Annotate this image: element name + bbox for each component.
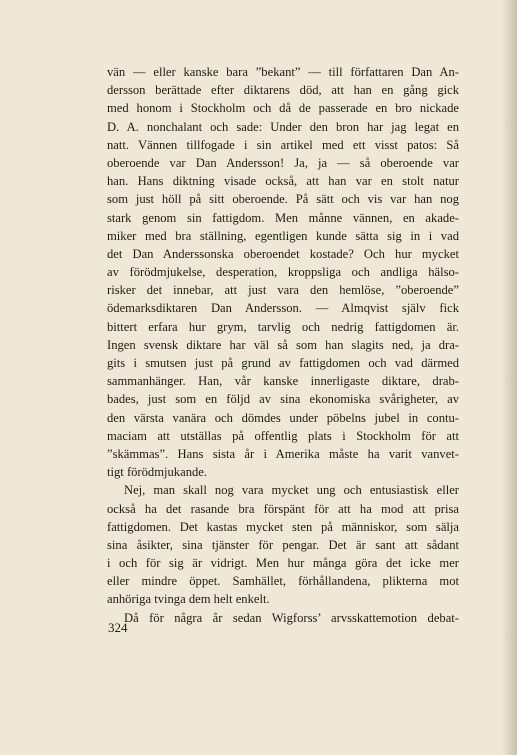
text-line: också ha det rasande bra förspänt för att ha mod att prisa — [107, 501, 459, 516]
text-line: Ingen svensk diktare har väl så som han slagits ned, ja dra- — [107, 337, 459, 352]
text-line: det Dan Anderssonska oberoendet kostade? Och hur mycket — [107, 246, 459, 261]
text-line-paragraph-end: tigt förödmjukande. — [107, 465, 208, 480]
text-line: vän — eller kanske bara ”bekant” — till författaren Dan An- — [107, 65, 459, 79]
text-line: av förödmjukelse, desperation, kroppsliga och andliga hälso- — [107, 265, 459, 280]
text-line: bittert erfara hur grym, tarvlig och nedrig fattigdomen är. — [107, 319, 459, 334]
text-line: ”skämmas”. Hans sista år i Amerika måste ha varit vanvet- — [107, 446, 459, 461]
text-line: gits i smutsen just på grund av fattigdomen och vad därmed — [107, 356, 459, 370]
text-line-paragraph-start: Nej, man skall nog vara mycket ung och entusiastisk eller — [124, 483, 459, 498]
page-number: 324 — [108, 620, 128, 635]
text-line: sammanhänger. Han, vår kanske innerligaste diktare, drab- — [107, 374, 459, 389]
text-line: bades, just som en följd av sina ekonomiska svårigheter, av — [107, 392, 459, 407]
text-line: den värsta vanära och dömdes under pöbelns jubel in contu- — [107, 410, 459, 425]
body-text — [107, 63, 459, 627]
text-line: eller mindre öppet. Samhället, förhållandena, plikterna mot — [107, 574, 459, 589]
text-line-paragraph-end: anhöriga tvinga dem helt enkelt. — [107, 592, 270, 607]
text-line: stark genom sin fattigdom. Men månne vännen, en akade- — [107, 210, 459, 225]
text-line: ödemarksdiktaren Dan Andersson. — Almqvist själv fick — [107, 301, 459, 316]
text-line: maciam att utställas på offentlig plats i Stockholm för att — [107, 428, 459, 443]
text-line: natt. Vännen tillfogade i sin artikel med ett visst patos: Så — [107, 137, 459, 152]
text-line: D. A. nonchalant och sade: Under den bron har jag legat en — [107, 119, 459, 134]
text-line: som just höll på sitt oberoende. På sätt och vis var han nog — [107, 192, 459, 207]
text-line: sina åsikter, sina tjänster för pengar. Det är sant att sådant — [107, 537, 459, 552]
text-line: oberoende var Dan Andersson! Ja, ja — så oberoende var — [107, 155, 459, 170]
text-line-paragraph-start: Då för några år sedan Wigforss’ arvsskattemotion debat- — [124, 610, 459, 625]
text-line: med honom i Stockholm och då de passerade en bro nickade — [107, 101, 459, 116]
text-line: risker det innebar, att just vara den hemlöse, ”oberoende” — [107, 283, 459, 298]
text-line: i och för sig är vidrigt. Men hur många göra det icke mer — [107, 556, 459, 571]
text-line: han. Hans diktning visade också, att han var en stolt natur — [107, 174, 459, 189]
text-line: fattigdomen. Det kastas mycket sten på människor, som sälja — [107, 519, 459, 534]
text-line: miker med bra ställning, egentligen kunde sätta sig in i vad — [107, 228, 459, 243]
text-line: dersson berättade efter diktarens död, att han en gång gick — [107, 83, 459, 98]
